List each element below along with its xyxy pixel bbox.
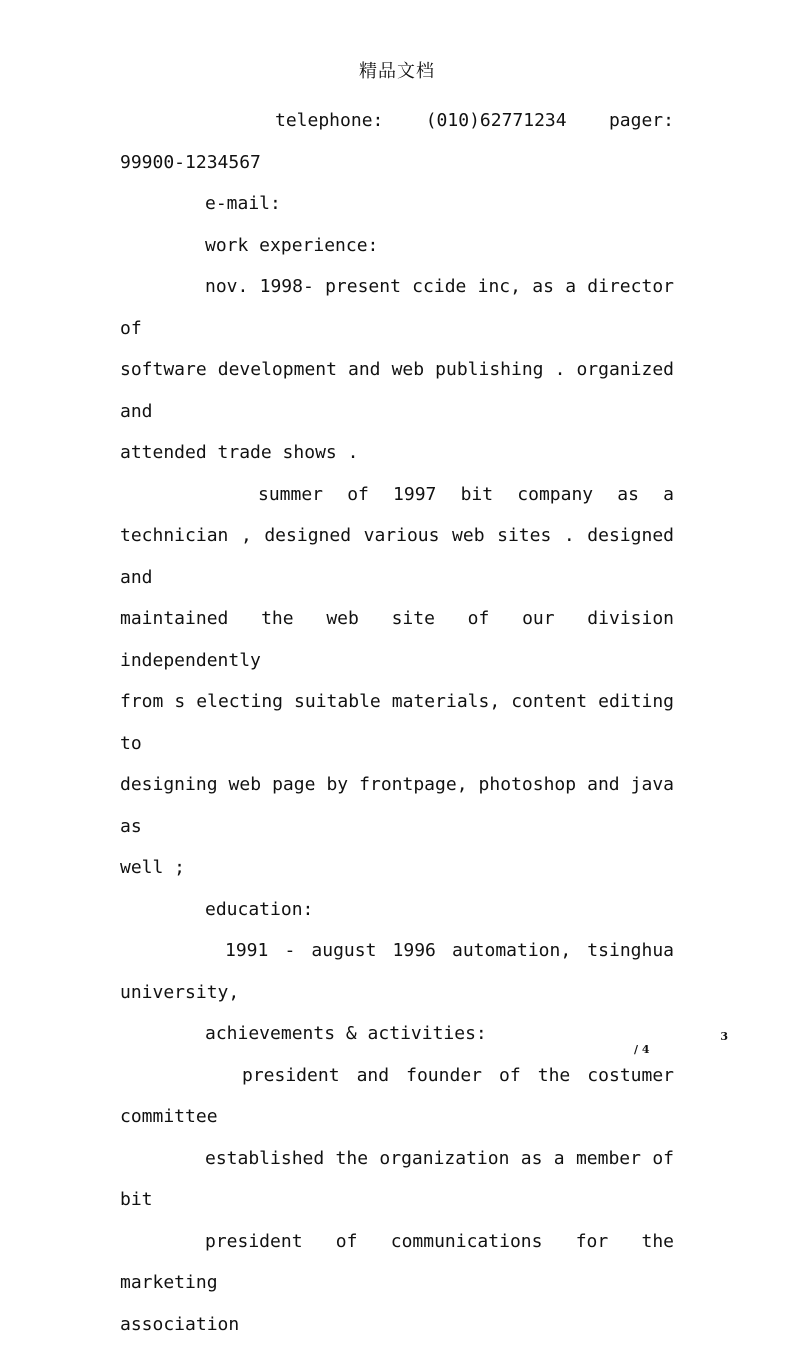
job2-line5: designing web page by frontpage, photoshop and java as [120,764,674,847]
job2-line2: technician , designed various web sites . designed and [120,515,674,598]
email-label: e-mail: [120,183,674,225]
page-total: / 4 [634,1043,650,1057]
job1-line1: nov. 1998- present ccide inc, as a director of [120,266,674,349]
achievements-line3: established the organization as a member of bit [120,1138,674,1221]
job1-line3: attended trade shows . [120,432,674,474]
pager-label: pager: [609,100,674,142]
achievements-line5: association [120,1304,674,1345]
achievements-heading: achievements & activities: [120,1013,674,1055]
achievements-line2: committee [120,1096,674,1138]
document-body [120,100,674,1345]
job2-line4: from s electing suitable materials, content editing to [120,681,674,764]
job1-line2: software development and web publishing . organized and [120,349,674,432]
education-line1: 1991 - august 1996 automation, tsinghua [120,930,674,972]
job2-line6: well ; [120,847,674,889]
telephone-value: (010)62771234 [426,100,567,142]
job2-line1: summer of 1997 bit company as a [120,474,674,516]
telephone-line [120,100,674,142]
page-header-title: 精品文档 [0,60,794,84]
page-number: 3 [720,1030,728,1044]
work-experience-heading: work experience: [120,225,674,267]
telephone-label: telephone: [275,100,383,142]
achievements-line4: president of communications for the marketing [120,1221,674,1304]
job2-line3: maintained the web site of our division independently [120,598,674,681]
achievements-line1: president and founder of the costumer [120,1055,674,1097]
education-heading: education: [120,889,674,931]
pager-value: 99900-1234567 [120,142,674,184]
education-line2: university, [120,972,674,1014]
